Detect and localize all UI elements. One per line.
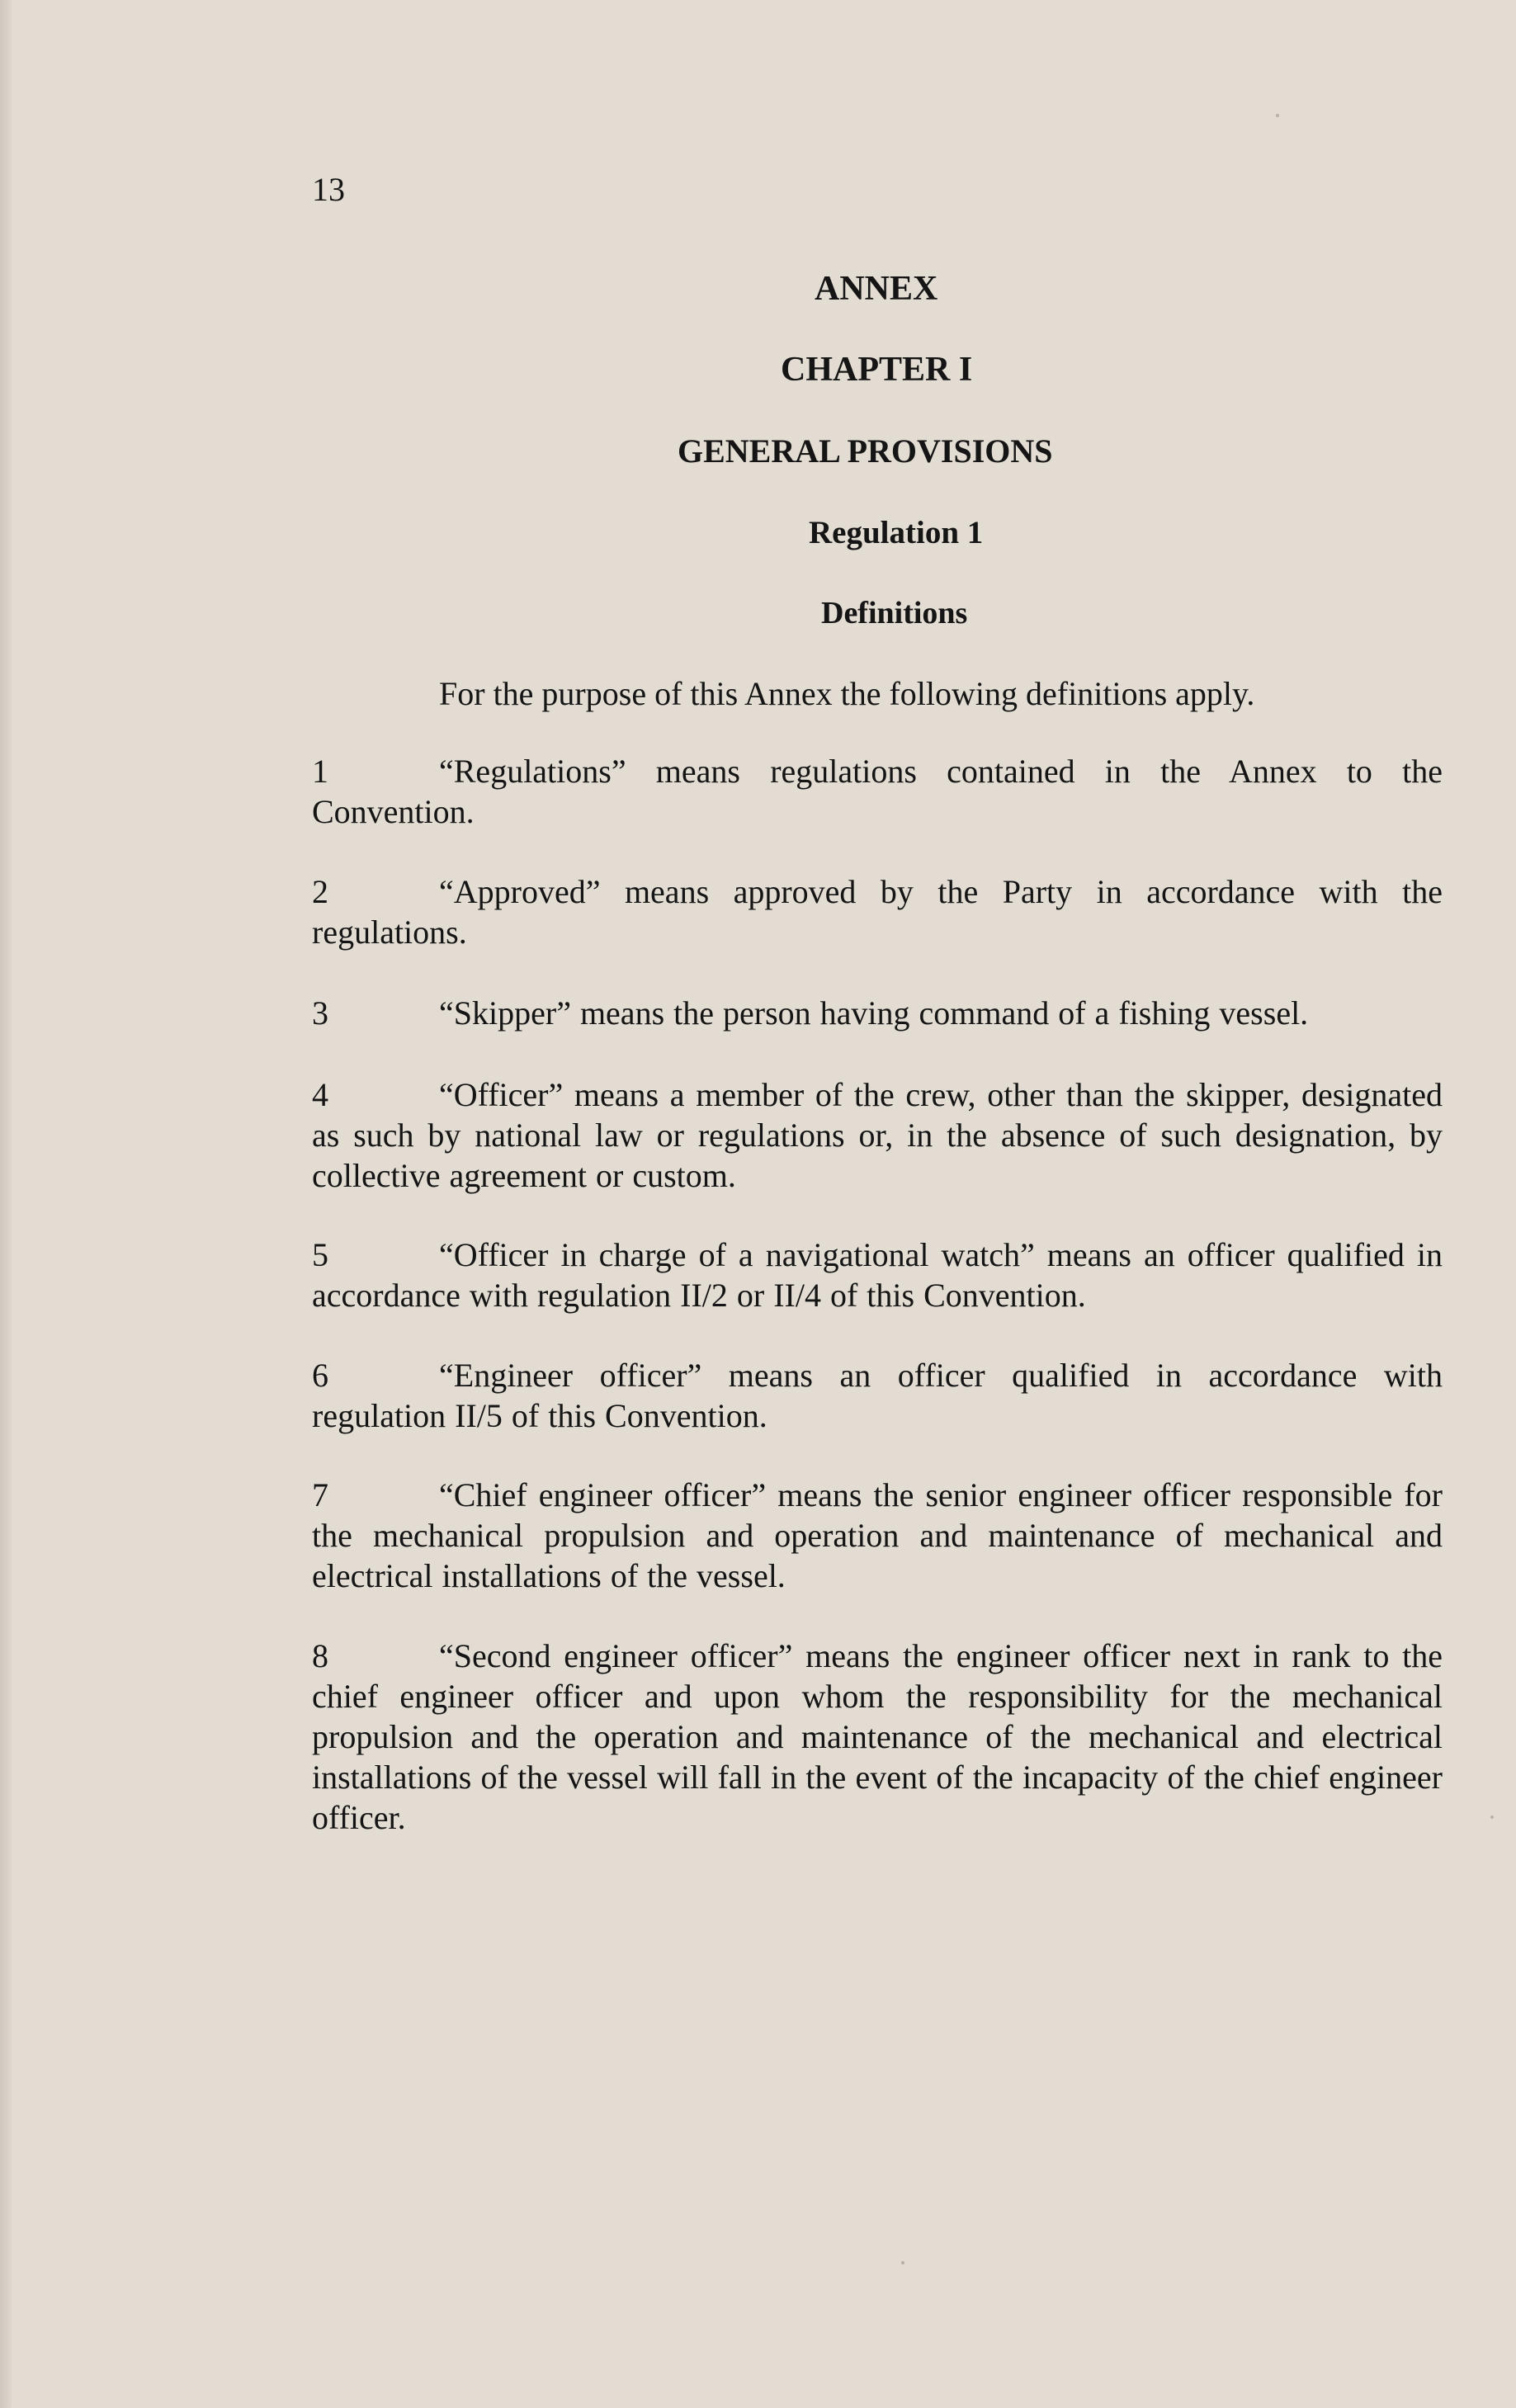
definition-number: 3: [312, 994, 328, 1032]
definition-number: 5: [312, 1236, 328, 1273]
definitions-heading: Definitions: [821, 596, 968, 630]
definition-paragraph: [312, 1636, 1443, 1838]
chapter-heading: CHAPTER I: [781, 351, 973, 389]
definition-number: 1: [312, 753, 328, 790]
definition-text: “Chief engineer officer” means the senior engineer officer responsible for the mechanical propulsion and operation and maintenance of mechanical and electrical installations of the vessel.: [312, 1476, 1443, 1594]
section-heading: GENERAL PROVISIONS: [678, 432, 1053, 470]
regulation-heading: Regulation 1: [809, 515, 984, 550]
definition-number: 7: [312, 1476, 328, 1513]
intro-sentence: For the purpose of this Annex the following definitions apply.: [439, 675, 1255, 712]
definition-paragraph: [312, 871, 1443, 952]
definition-paragraph: [312, 1235, 1443, 1315]
definition-paragraph: [312, 993, 1443, 1033]
annex-heading: ANNEX: [815, 270, 938, 308]
definition-paragraph: [312, 1475, 1443, 1596]
definition-text: “Officer in charge of a navigational watch” means an officer qualified in accordance with regulation II/2 or II/4 of this Convention.: [312, 1236, 1443, 1314]
definition-text: “Skipper” means the person having command of a fishing vessel.: [439, 994, 1309, 1032]
paper-speck: [1490, 1815, 1494, 1819]
definition-paragraph: [312, 1355, 1443, 1436]
paper-speck: [1276, 114, 1279, 117]
definition-text: “Engineer officer” means an officer qualified in accordance with regulation II/5 of this Convention.: [312, 1357, 1443, 1434]
definition-text: “Regulations” means regulations contained in the Annex to the Convention.: [312, 753, 1443, 830]
definition-number: 6: [312, 1357, 328, 1394]
definition-text: “Officer” means a member of the crew, other than the skipper, designated as such by national law or regulations or, in the absence of such designation, by collective agreement or custom.: [312, 1076, 1443, 1194]
definition-paragraph: [312, 1074, 1443, 1196]
paper-speck: [901, 2261, 904, 2264]
definition-paragraph: [312, 751, 1443, 832]
page-edge: [0, 0, 12, 2408]
definition-text: “Approved” means approved by the Party in accordance with the regulations.: [312, 873, 1443, 951]
page-number: 13: [312, 171, 345, 208]
definition-text: “Second engineer officer” means the engineer officer next in rank to the chief engineer officer and upon whom the responsibility for the mechanical propulsion and the operation and maintenance of the mechanical and electrical installations of the vessel will fall in the event of the incapacity of the chief engineer officer.: [312, 1637, 1443, 1836]
definition-number: 2: [312, 873, 328, 910]
definition-number: 4: [312, 1076, 328, 1113]
definition-number: 8: [312, 1637, 328, 1674]
